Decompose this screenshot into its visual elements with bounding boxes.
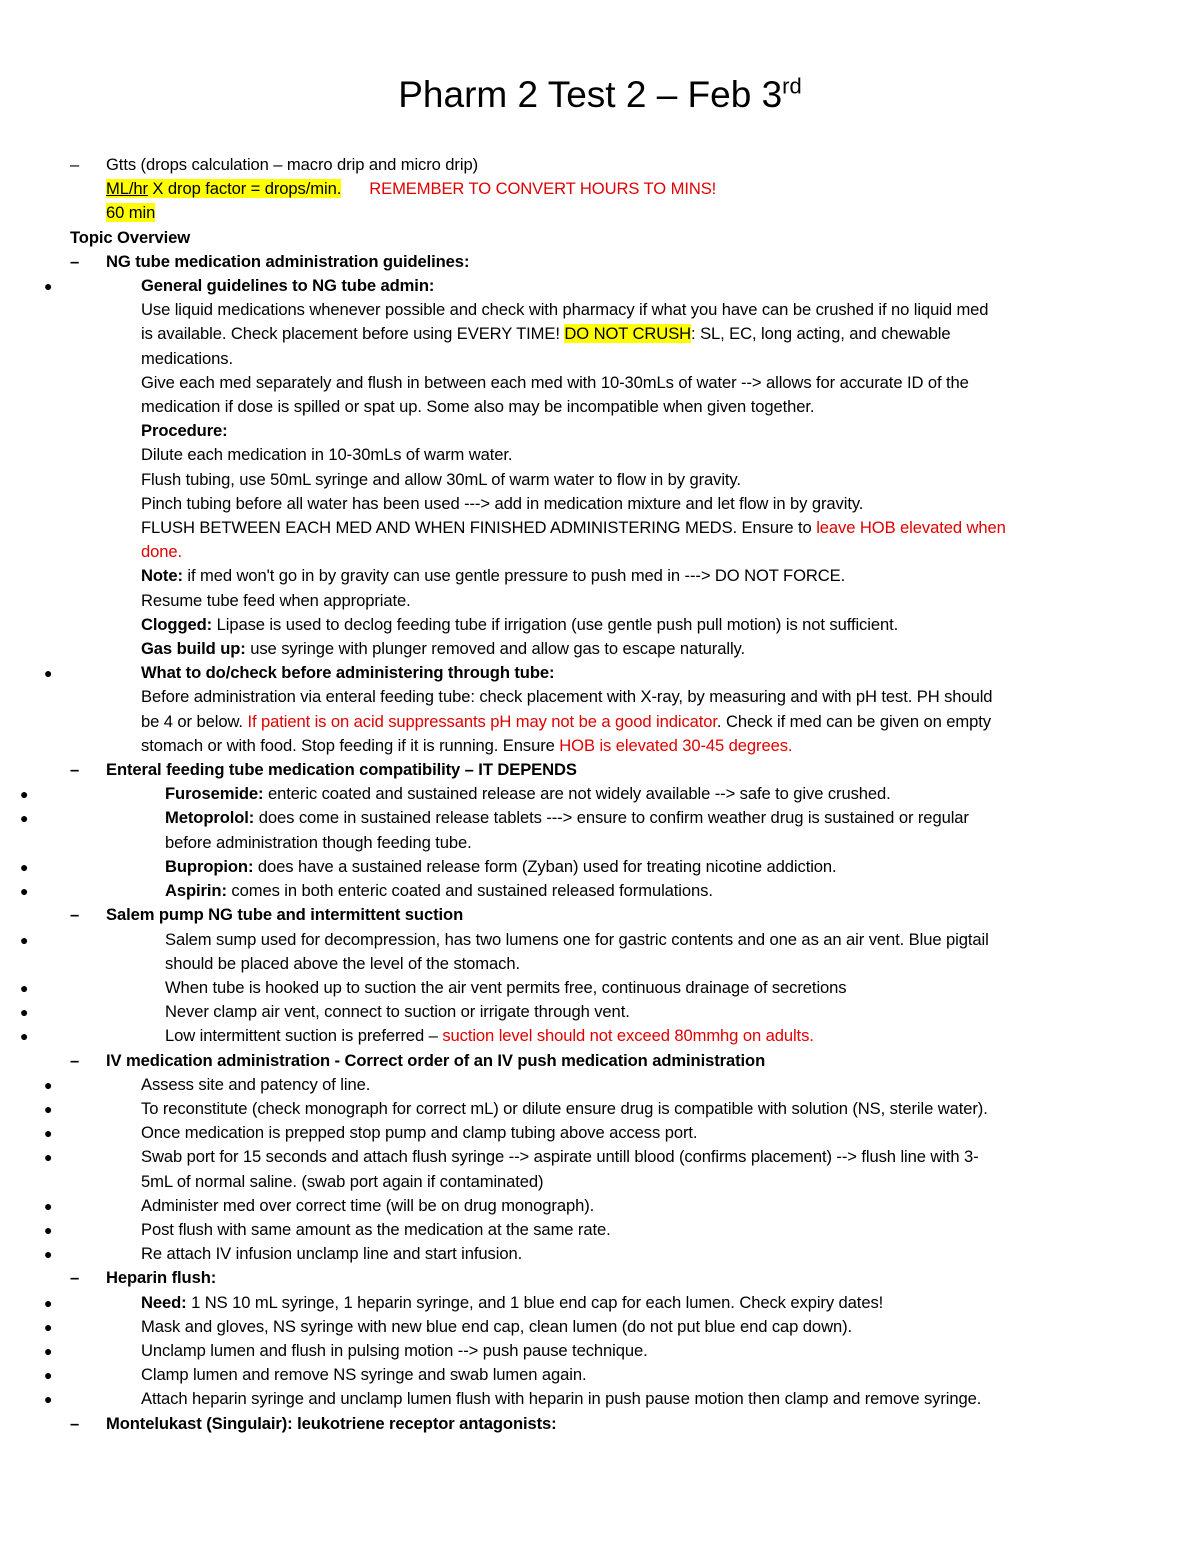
dash-marker: – xyxy=(70,155,80,174)
list-item xyxy=(44,1097,1150,1121)
drug-label: Metoprolol: xyxy=(165,808,255,828)
topic-overview: Topic Overview xyxy=(70,227,191,247)
bullet-icon: ● xyxy=(44,1125,53,1142)
ng-paragraph-2b: medication if dose is spilled or spat up. Some also may be incompatible when given together. xyxy=(141,397,815,417)
gtts-line xyxy=(70,153,1150,177)
acid-suppressant-note: If patient is on acid suppressants pH may not be a good indicator xyxy=(247,711,717,731)
list-item-aspirin xyxy=(20,879,1150,903)
note-line xyxy=(70,564,1150,588)
iv-item-6: Post flush with same amount as the medication at the same rate. xyxy=(141,1219,611,1239)
list-item xyxy=(44,1315,1150,1339)
bullet-icon: ● xyxy=(20,931,29,948)
formula-ml-hr: ML/hr xyxy=(106,179,148,199)
list-item xyxy=(44,1242,1150,1266)
salem-item-4: Low intermittent suction is preferred – xyxy=(165,1026,443,1046)
dash-marker: – xyxy=(70,1413,80,1433)
dash-marker: – xyxy=(70,1050,80,1070)
bullet-icon: ● xyxy=(44,1149,53,1166)
general-heading-text: General guidelines to NG tube admin: xyxy=(141,276,435,296)
title-text: Pharm 2 Test 2 – Feb 3 xyxy=(398,74,783,115)
list-item xyxy=(20,1024,1150,1048)
bullet-icon: ● xyxy=(44,1246,53,1263)
ng-paragraph-1b xyxy=(70,322,1150,346)
procedure-step-1: Dilute each medication in 10-30mLs of warm water. xyxy=(141,445,513,465)
drug-text: enteric coated and sustained release are not widely available --> safe to give crushed. xyxy=(263,784,891,804)
check3-text: stomach or with food. Stop feeding if it is running. Ensure xyxy=(141,735,560,755)
p1-line-a: Use liquid medications whenever possible and check with pharmacy if what you have can be crushed if no liquid med xyxy=(141,300,989,320)
iv-item-3: Once medication is prepped stop pump and clamp tubing above access port. xyxy=(141,1123,698,1143)
check-heading xyxy=(44,661,1150,685)
dash-marker: – xyxy=(70,251,80,271)
check-line-1: Before administration via enteral feeding tube: check placement with X-ray, by measuring and with pH test. PH should xyxy=(141,687,993,707)
list-item xyxy=(44,1073,1150,1097)
bullet-icon: ● xyxy=(44,1076,53,1093)
drug-label: Aspirin: xyxy=(165,881,227,901)
list-item xyxy=(44,1387,1150,1411)
list-item-metoprolol xyxy=(20,806,1150,830)
list-item-bupropion xyxy=(20,855,1150,879)
bullet-icon: ● xyxy=(44,665,53,682)
gas-label: Gas build up: xyxy=(141,639,246,659)
drug-label: Furosemide: xyxy=(165,784,264,804)
list-item xyxy=(44,1291,1150,1315)
procedure-step-4 xyxy=(70,516,1150,540)
list-item-metoprolol-cont: before administration though feeding tube. xyxy=(165,832,472,852)
heparin-item-3: Unclamp lumen and flush in pulsing motion --> push pause technique. xyxy=(141,1340,648,1360)
check2-text-a: be 4 or below. xyxy=(141,711,248,731)
list-item-cont: should be placed above the level of the stomach. xyxy=(165,953,520,973)
list-item xyxy=(44,1145,1150,1169)
ng-heading-text: NG tube medication administration guidelines: xyxy=(106,251,470,271)
list-item-furosemide xyxy=(20,782,1150,806)
gtts-heading: Gtts (drops calculation – macro drip and micro drip) xyxy=(106,155,478,174)
dash-marker: – xyxy=(70,760,80,780)
clogged-line xyxy=(70,613,1150,637)
document-body xyxy=(20,153,1150,1436)
drug-text: comes in both enteric coated and sustained released formulations. xyxy=(226,881,713,901)
bullet-icon: ● xyxy=(44,1367,53,1384)
bullet-icon: ● xyxy=(20,1028,29,1045)
gas-line xyxy=(70,637,1150,661)
check-heading-text: What to do/check before administering through tube: xyxy=(141,663,555,683)
bullet-icon: ● xyxy=(20,810,29,827)
hob-degrees-note: HOB is elevated 30-45 degrees. xyxy=(559,735,793,755)
remember-note: REMEMBER TO CONVERT HOURS TO MINS! xyxy=(369,179,717,199)
heparin-heading xyxy=(70,1266,1150,1290)
ng-paragraph-2a: Give each med separately and flush in between each med with 10-30mLs of water --> allows for accurate ID of the xyxy=(141,372,969,392)
bullet-icon: ● xyxy=(20,883,29,900)
iv-item-7: Re attach IV infusion unclamp line and start infusion. xyxy=(141,1244,523,1264)
ng-paragraph-1 xyxy=(70,298,1150,322)
drug-text: does have a sustained release form (Zyban) used for treating nicotine addiction. xyxy=(253,856,837,876)
check2-text-b: . Check if med can be given on empty xyxy=(716,711,991,731)
procedure-step-4b: done. xyxy=(141,542,183,562)
bullet-icon: ● xyxy=(20,786,29,803)
procedure-heading: Procedure: xyxy=(141,421,228,441)
bullet-icon: ● xyxy=(44,1391,53,1408)
salem-item-1: Salem sump used for decompression, has two lumens one for gastric contents and one as an air vent. Blue pigtail xyxy=(165,929,989,949)
gtts-sixty xyxy=(70,201,1150,225)
dash-marker: – xyxy=(70,1268,80,1288)
need-text: 1 NS 10 mL syringe, 1 heparin syringe, and 1 blue end cap for each lumen. Check expiry dates! xyxy=(186,1292,884,1312)
list-item-cont: 5mL of normal saline. (swab port again if contaminated) xyxy=(141,1171,544,1191)
list-item xyxy=(44,1363,1150,1387)
iv-heading xyxy=(70,1049,1150,1073)
heparin-heading-text: Heparin flush: xyxy=(106,1268,217,1288)
procedure-step-2: Flush tubing, use 50mL syringe and allow 30mL of warm water to flow in by gravity. xyxy=(141,469,741,489)
enteral-heading xyxy=(70,758,1150,782)
do-not-crush-highlight: DO NOT CRUSH xyxy=(564,324,692,344)
salem-item-2: When tube is hooked up to suction the air vent permits free, continuous drainage of secretions xyxy=(165,977,847,997)
drug-text: does come in sustained release tablets ---> ensure to confirm weather drug is sustained or regular xyxy=(254,808,969,828)
procedure-step-3: Pinch tubing before all water has been used ---> add in medication mixture and let flow in by gravity. xyxy=(141,493,864,513)
bullet-icon: ● xyxy=(44,1197,53,1214)
gas-text: use syringe with plunger removed and allow gas to escape naturally. xyxy=(245,639,746,659)
p1-line-c: : SL, EC, long acting, and chewable xyxy=(691,324,951,344)
suction-level-note: suction level should not exceed 80mmhg on adults. xyxy=(442,1026,814,1046)
bullet-icon: ● xyxy=(44,1294,53,1311)
salem-heading-text: Salem pump NG tube and intermittent suction xyxy=(106,905,464,925)
check-line-3 xyxy=(70,734,1150,758)
bullet-icon: ● xyxy=(44,1342,53,1359)
note-label: Note: xyxy=(141,566,183,586)
list-item xyxy=(20,928,1150,952)
montelukast-heading-text: Montelukast (Singulair): leukotriene receptor antagonists: xyxy=(106,1413,557,1433)
page-title xyxy=(0,74,1200,116)
check-line-2 xyxy=(70,710,1150,734)
list-item xyxy=(20,1000,1150,1024)
list-item xyxy=(44,1218,1150,1242)
list-item xyxy=(44,1194,1150,1218)
bullet-icon: ● xyxy=(20,1004,29,1021)
salem-item-3: Never clamp air vent, connect to suction or irrigate through vent. xyxy=(165,1002,630,1022)
formula-rest: X drop factor = drops/min. xyxy=(147,179,342,199)
iv-item-2: To reconstitute (check monograph for correct mL) or dilute ensure drug is compatible with solution (NS, sterile water). xyxy=(141,1098,988,1118)
need-label: Need: xyxy=(141,1292,187,1312)
montelukast-heading xyxy=(70,1412,1150,1436)
salem-heading xyxy=(70,903,1150,927)
enteral-heading-text: Enteral feeding tube medication compatibility – IT DEPENDS xyxy=(106,760,577,780)
iv-item-4: Swab port for 15 seconds and attach flush syringe --> aspirate untill blood (confirms placement) --> flush line with 3- xyxy=(141,1147,979,1167)
p1-line-b: is available. Check placement before using EVERY TIME! xyxy=(141,324,565,344)
bullet-icon: ● xyxy=(44,1318,53,1335)
ng-paragraph-1d: medications. xyxy=(141,348,233,368)
note-text: if med won't go in by gravity can use gentle pressure to push med in ---> DO NOT FORCE. xyxy=(182,566,846,586)
clogged-text: Lipase is used to declog feeding tube if irrigation (use gentle push pull motion) is not sufficient. xyxy=(212,614,899,634)
drug-label: Bupropion: xyxy=(165,856,254,876)
bullet-icon: ● xyxy=(44,1100,53,1117)
bullet-icon: ● xyxy=(44,1221,53,1238)
hob-elevated-note: leave HOB elevated when xyxy=(816,518,1006,538)
title-superscript: rd xyxy=(782,73,802,99)
heparin-item-2: Mask and gloves, NS syringe with new blue end cap, clean lumen (do not put blue end cap down). xyxy=(141,1316,853,1336)
gtts-formula xyxy=(70,177,1150,201)
dash-marker: – xyxy=(70,905,80,925)
heparin-item-5: Attach heparin syringe and unclamp lumen flush with heparin in push pause motion then clamp and remove syringe. xyxy=(141,1389,982,1409)
bullet-icon: ● xyxy=(20,979,29,996)
proc4-text: FLUSH BETWEEN EACH MED AND WHEN FINISHED ADMINISTERING MEDS. Ensure to xyxy=(141,518,817,538)
bullet-icon: ● xyxy=(44,278,53,295)
iv-item-5: Administer med over correct time (will be on drug monograph). xyxy=(141,1195,595,1215)
iv-item-1: Assess site and patency of line. xyxy=(141,1074,371,1094)
ng-heading xyxy=(70,250,1150,274)
clogged-label: Clogged: xyxy=(141,614,213,634)
bullet-icon: ● xyxy=(20,858,29,875)
iv-heading-text: IV medication administration - Correct order of an IV push medication administration xyxy=(106,1050,766,1070)
list-item xyxy=(44,1339,1150,1363)
resume-line: Resume tube feed when appropriate. xyxy=(141,590,411,610)
heparin-item-4: Clamp lumen and remove NS syringe and swab lumen again. xyxy=(141,1365,587,1385)
list-item xyxy=(44,1121,1150,1145)
ng-general-heading xyxy=(44,274,1150,298)
list-item xyxy=(20,976,1150,1000)
sixty-min: 60 min xyxy=(106,203,156,223)
